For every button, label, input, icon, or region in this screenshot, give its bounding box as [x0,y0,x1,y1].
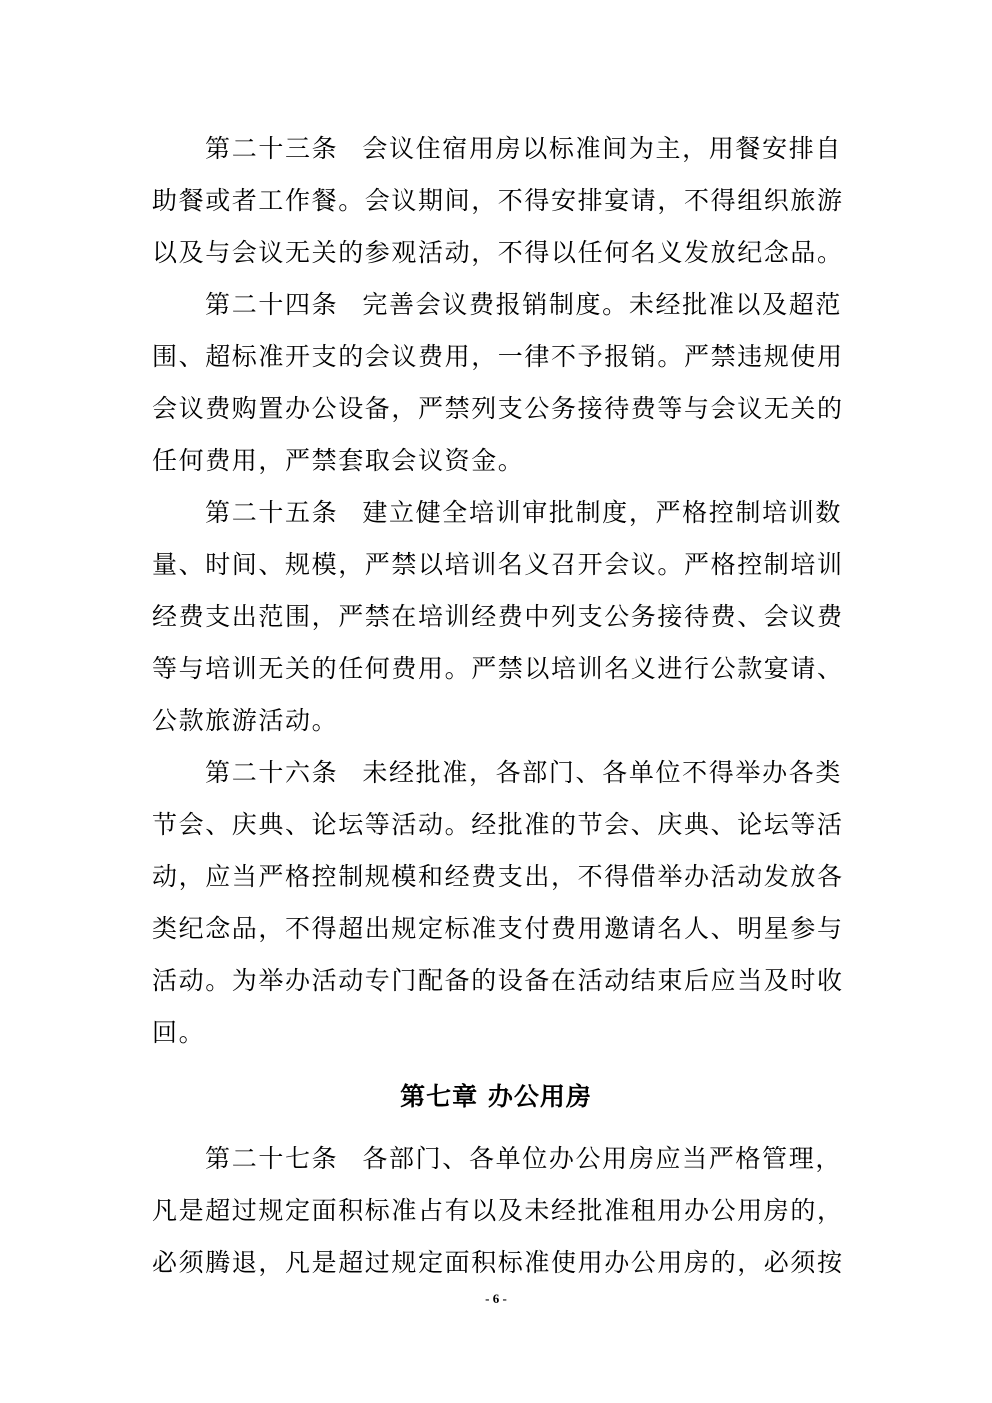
article-line [152,279,842,331]
article-line [152,487,842,539]
article-25 [152,487,842,747]
article-line: 围、超标准开支的会议费用，一律不予报销。严禁违规使用 [152,342,844,371]
article-line: 必须腾退，凡是超过规定面积标准使用办公用房的，必须按 [152,1248,844,1277]
article-number: 第二十五条 [205,498,339,527]
article-line: 节会、庆典、论坛等活动。经批准的节会、庆典、论坛等活 [152,810,844,839]
article-line [152,747,842,799]
article-text: 完善会议费报销制度。未经批准以及超范 [362,290,842,319]
article-number: 第二十七条 [205,1144,339,1173]
article-text: 建立健全培训审批制度，严格控制培训数 [362,498,842,527]
article-line: 经费支出范围，严禁在培训经费中列支公务接待费、会议费 [152,602,844,631]
article-text: 未经批准，各部门、各单位不得举办各类 [362,758,842,787]
article-line: 会议费购置办公设备，严禁列支公务接待费等与会议无关的 [152,394,844,423]
article-27 [152,1133,842,1289]
articles-after-chapter [152,1133,842,1289]
article-line [152,123,842,175]
article-line: 类纪念品，不得超出规定标准支付费用邀请名人、明星参与 [152,914,844,943]
article-24 [152,279,842,487]
article-number: 第二十三条 [205,134,339,163]
article-line: 等与培训无关的任何费用。严禁以培训名义进行公款宴请、 [152,654,844,683]
article-line: 以及与会议无关的参观活动，不得以任何名义发放纪念品。 [152,238,844,267]
article-line: 回。 [152,1018,206,1047]
article-23 [152,123,842,279]
article-26 [152,747,842,1059]
article-text: 会议住宿用房以标准间为主，用餐安排自 [362,134,842,163]
article-line: 公款旅游活动。 [152,706,339,735]
article-line: 量、时间、规模，严禁以培训名义召开会议。严格控制培训 [152,550,844,579]
chapter-title: 第七章 办公用房 [400,1082,592,1111]
article-line: 凡是超过规定面积标准占有以及未经批准租用办公用房的， [152,1196,844,1225]
article-text: 各部门、各单位办公用房应当严格管理， [362,1144,842,1173]
article-line: 活动。为举办活动专门配备的设备在活动结束后应当及时收 [152,966,844,995]
article-line [152,1133,842,1185]
article-number: 第二十四条 [205,290,339,319]
article-line: 任何费用，严禁套取会议资金。 [152,446,525,475]
article-line: 助餐或者工作餐。会议期间，不得安排宴请，不得组织旅游 [152,186,844,215]
article-number: 第二十六条 [205,758,339,787]
article-line: 动，应当严格控制规模和经费支出，不得借举办活动发放各 [152,862,844,891]
articles-before-chapter [152,123,842,1059]
page-number: - 6 - [485,1291,507,1306]
